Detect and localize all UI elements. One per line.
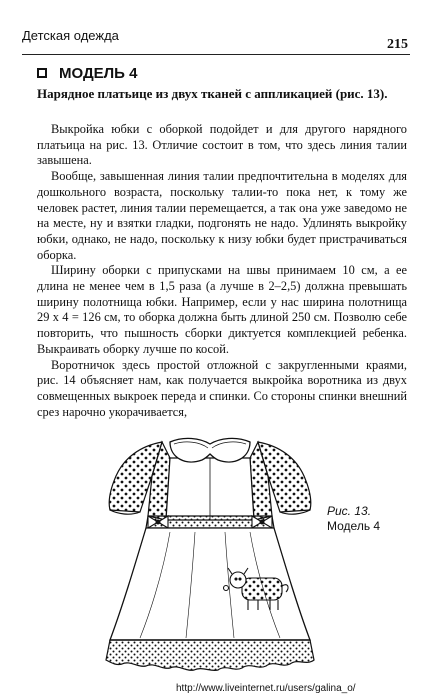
- paragraph: Выкройка юбки с оборкой подойдет и для другого нарядного платьица на рис. 13. Отличие состоит в том, что здесь линия талии завышена.: [37, 122, 407, 168]
- figure-caption: [327, 504, 380, 534]
- source-url: http://www.liveinternet.ru/users/galina_o/: [176, 683, 356, 694]
- model-title: МОДЕЛЬ 4: [59, 64, 138, 82]
- running-header: [22, 26, 410, 55]
- model-heading: [37, 64, 137, 82]
- paragraph: Вообще, завышенная линия талии предпочтительна в моделях для дошкольного возраста, поскольку талии-то пока нет, к тому же человек растет, линия талии перемещается, а так она уже заведомо не на месте, ну и взятки гладки, подгонять не надо. Удлинять выкройку юбки, однако, не надо, поскольку к низу юбки будет пристрачиваться оборка.: [37, 169, 407, 262]
- figure-name: Модель 4: [327, 519, 381, 533]
- body-text: [37, 122, 407, 420]
- paragraph: Воротничок здесь простой отложной с закругленными краями, рис. 14 объясняет нам, как получается выкройка воротника из двух совмещенных выкроек переда и спинки. Со стороны спинки внешний срез нарочно укорачивается,: [37, 357, 407, 419]
- square-bullet-icon: [37, 68, 47, 78]
- ruffle: [106, 640, 314, 670]
- section-title: Детская одежда: [22, 28, 119, 43]
- page-number: 215: [387, 37, 408, 52]
- dress-illustration: [100, 428, 320, 673]
- model-subtitle: Нарядное платьице из двух тканей с аппликацией (рис. 13).: [37, 86, 388, 101]
- figure-label: Рис. 13.: [327, 504, 372, 518]
- paragraph: Ширину оборки с припусками на швы принимаем 10 см, а ее длина не менее чем в 1,5 раза (а лучше в 2–2,5) должна превышать ширину полотнища юбки. Например, если у нас ширина полотнища 29 х 4 = 126 см, то оборка должна быть длиной 250 см. Позволю себе повторить, что пышность сборки диктуется комплекцией ребенка. Выкраивать оборку лучше по косой.: [37, 263, 407, 356]
